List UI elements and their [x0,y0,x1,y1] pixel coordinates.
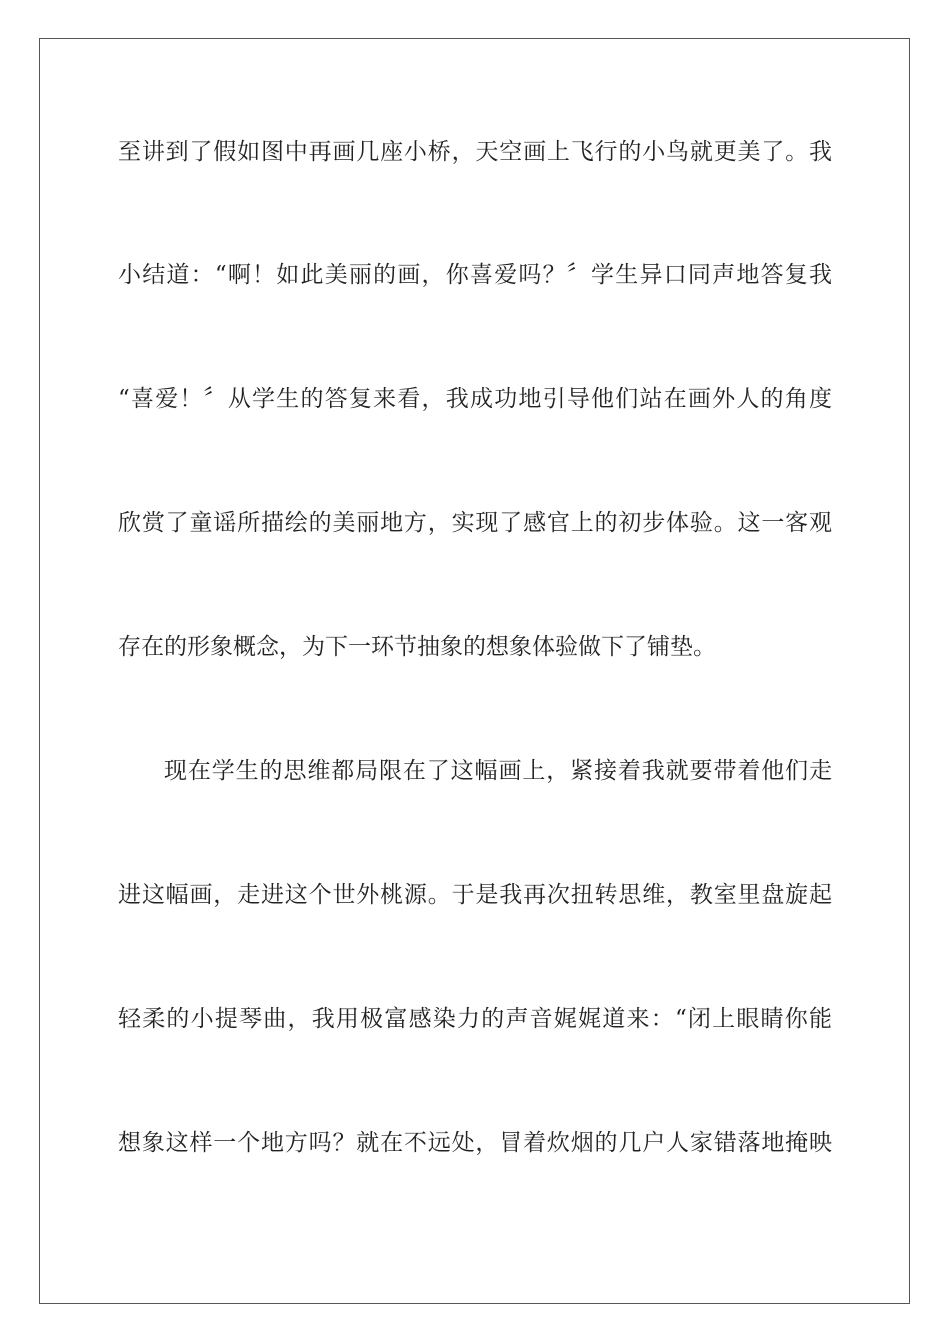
text-line-7: 进这幅画，走进这个世外桃源。于是我再次扭转思维，教室里盘旋起 [118,882,832,908]
text-line-8: 轻柔的小提琴曲，我用极富感染力的声音娓娓道来：“闭上眼睛你能 [118,1006,832,1032]
text-line-4: 欣赏了童谣所描绘的美丽地方，实现了感官上的初步体验。这一客观 [118,510,832,536]
text-line-2: 小结道：“啊！如此美丽的画，你喜爱吗？〞学生异口同声地答复我 [118,262,832,288]
text-line-1: 至讲到了假如图中再画几座小桥，天空画上飞行的小鸟就更美了。我 [118,139,832,165]
text-line-6: 现在学生的思维都局限在了这幅画上，紧接着我就要带着他们走 [164,758,832,784]
page-border [39,38,910,1304]
text-line-3: “喜爱！〞从学生的答复来看，我成功地引导他们站在画外人的角度 [118,386,832,412]
text-line-5: 存在的形象概念，为下一环节抽象的想象体验做下了铺垫。 [118,634,716,660]
text-line-9: 想象这样一个地方吗？就在不远处，冒着炊烟的几户人家错落地掩映 [118,1130,832,1156]
